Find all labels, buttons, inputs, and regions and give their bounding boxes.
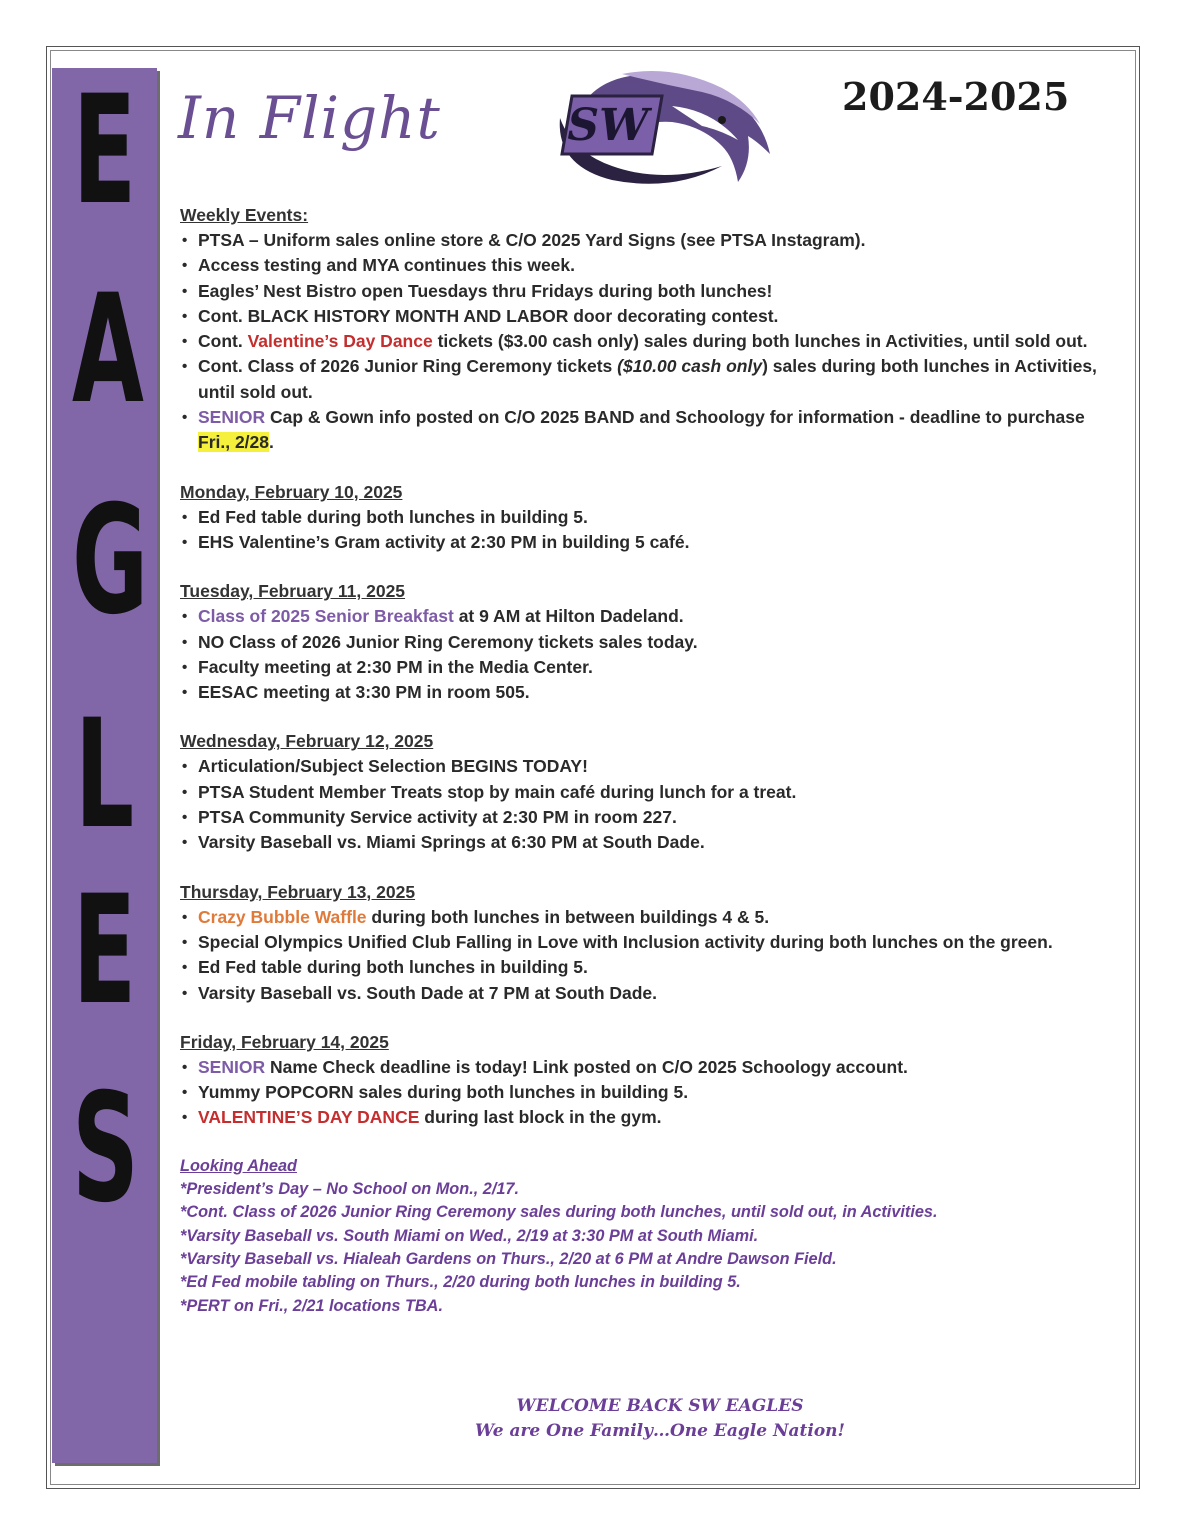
- newsletter-title: In Flight: [178, 84, 441, 152]
- day-events-list: [180, 754, 1110, 855]
- event-text: Cont. BLACK HISTORY MONTH AND LABOR door decorating contest.: [198, 305, 779, 326]
- event-text: NO Class of 2026 Junior Ring Ceremony tickets sales today.: [198, 631, 698, 652]
- event-text: Faculty meeting at 2:30 PM in the Media Center.: [198, 656, 593, 677]
- eagles-side-banner: [52, 64, 157, 1463]
- event-text: ) sales during both lunches in Activities, until sold out.: [198, 356, 1097, 402]
- day-section: [180, 480, 1110, 556]
- event-text: Articulation/Subject Selection BEGINS TODAY!: [198, 756, 588, 777]
- day-events-list: [180, 1055, 1110, 1131]
- side-letter: A: [71, 263, 144, 437]
- event-text: Crazy Bubble Waffle: [198, 906, 367, 927]
- day-section: [180, 729, 1110, 855]
- event-item: [180, 655, 1110, 680]
- event-item: [180, 228, 1110, 253]
- event-text: during last block in the gym.: [419, 1107, 662, 1128]
- event-text: Ed Fed table during both lunches in building 5.: [198, 957, 588, 978]
- event-item: [180, 981, 1110, 1006]
- event-text: Varsity Baseball vs. South Dade at 7 PM at South Dade.: [198, 982, 658, 1003]
- event-item: [180, 780, 1110, 805]
- event-item: [180, 304, 1110, 329]
- event-text: Access testing and MYA continues this week.: [198, 255, 576, 276]
- day-heading: Monday, February 10, 2025: [180, 481, 403, 502]
- event-text: Cap & Gown info posted on C/O 2025 BAND and Schoology for information - deadline to purchase: [265, 407, 1085, 428]
- event-item: [180, 329, 1110, 354]
- event-item: [180, 955, 1110, 980]
- weekly-events-list: [180, 228, 1110, 456]
- day-section: [180, 1030, 1110, 1131]
- event-item: [180, 530, 1110, 555]
- day-section: [180, 880, 1110, 1006]
- event-text: Special Olympics Unified Club Falling in Love with Inclusion activity during both lunches on the green.: [198, 931, 1053, 952]
- footer-welcome: WELCOME BACK SW EAGLES: [516, 1396, 804, 1416]
- looking-ahead-line: *Varsity Baseball vs. South Miami on Wed., 2/19 at 3:30 PM at South Miami.: [180, 1226, 759, 1245]
- event-item: [180, 805, 1110, 830]
- logo-text: SW: [567, 100, 649, 151]
- looking-ahead-line: *President’s Day – No School on Mon., 2/17.: [180, 1180, 519, 1199]
- section-heading: Weekly Events:: [180, 205, 309, 225]
- event-item: [180, 505, 1110, 530]
- event-text: Varsity Baseball vs. Miami Springs at 6:30 PM at South Dade.: [198, 832, 705, 853]
- looking-ahead-line: *Cont. Class of 2026 Junior Ring Ceremony sales during both lunches, until sold out, in Activities.: [180, 1203, 938, 1222]
- event-text: VALENTINE’S DAY DANCE: [198, 1107, 420, 1128]
- event-text: Cont.: [198, 331, 248, 352]
- event-text: Ed Fed table during both lunches in building 5.: [198, 506, 588, 527]
- event-item: [180, 1080, 1110, 1105]
- event-item: [180, 253, 1110, 278]
- event-text: SENIOR: [198, 1056, 266, 1077]
- day-events-list: [180, 505, 1110, 556]
- side-letter: L: [74, 688, 135, 862]
- looking-ahead-heading: Looking Ahead: [180, 1156, 297, 1175]
- event-text: ($10.00 cash only: [617, 356, 763, 377]
- event-item: [180, 354, 1110, 405]
- side-letter: E: [72, 864, 137, 1038]
- event-text: during both lunches in between buildings 4 & 5.: [366, 906, 770, 927]
- event-text: Name Check deadline is today! Link posted on C/O 2025 Schoology account.: [265, 1056, 908, 1077]
- event-item: [180, 405, 1110, 456]
- event-text: Fri., 2/28: [198, 432, 270, 453]
- side-letter: S: [71, 1062, 139, 1236]
- event-item: [180, 830, 1110, 855]
- event-item: [180, 279, 1110, 304]
- event-text: Eagles’ Nest Bistro open Tuesdays thru Fridays during both lunches!: [198, 280, 773, 301]
- day-events-list: [180, 905, 1110, 1006]
- event-item: [180, 1055, 1110, 1080]
- event-text: Cont. Class of 2026 Junior Ring Ceremony tickets: [198, 356, 618, 377]
- looking-ahead-section: [180, 1155, 1110, 1318]
- day-events-list: [180, 604, 1110, 705]
- event-text: PTSA Community Service activity at 2:30 PM in room 227.: [198, 807, 677, 828]
- day-heading: Tuesday, February 11, 2025: [180, 581, 406, 602]
- event-item: [180, 604, 1110, 629]
- looking-ahead-line: *PERT on Fri., 2/21 locations TBA.: [180, 1296, 443, 1315]
- event-text: tickets ($3.00 cash only) sales during both lunches in Activities, until sold out.: [432, 331, 1088, 352]
- event-text: Class of 2025 Senior Breakfast: [198, 606, 454, 627]
- event-text: at 9 AM at Hilton Dadeland.: [453, 606, 684, 627]
- event-text: EESAC meeting at 3:30 PM in room 505.: [198, 682, 530, 703]
- event-item: [180, 630, 1110, 655]
- event-text: PTSA Student Member Treats stop by main café during lunch for a treat.: [198, 781, 797, 802]
- day-heading: Wednesday, February 12, 2025: [180, 731, 434, 752]
- event-item: [180, 680, 1110, 705]
- day-heading: Thursday, February 13, 2025: [180, 881, 416, 902]
- weekly-events-section: [180, 203, 1110, 456]
- event-item: [180, 754, 1110, 779]
- event-text: .: [269, 432, 274, 453]
- sw-eagle-logo: [552, 66, 778, 190]
- footer-slogan: We are One Family…One Eagle Nation!: [475, 1421, 845, 1441]
- school-year: 2024-2025: [842, 74, 1070, 119]
- event-text: SENIOR: [198, 407, 266, 428]
- side-letter: G: [71, 474, 149, 648]
- event-item: [180, 930, 1110, 955]
- looking-ahead-line: *Varsity Baseball vs. Hialeah Gardens on Thurs., 2/20 at 6 PM at Andre Dawson Field.: [180, 1249, 837, 1268]
- day-section: [180, 579, 1110, 705]
- event-item: [180, 1105, 1110, 1130]
- day-heading: Friday, February 14, 2025: [180, 1031, 389, 1052]
- event-text: Valentine’s Day Dance: [247, 331, 433, 352]
- side-letter: E: [72, 64, 137, 238]
- event-text: PTSA – Uniform sales online store & C/O 2025 Yard Signs (see PTSA Instagram).: [198, 230, 866, 250]
- looking-ahead-line: *Ed Fed mobile tabling on Thurs., 2/20 during both lunches in building 5.: [180, 1273, 741, 1292]
- newsletter-content: [180, 203, 1110, 1318]
- event-text: EHS Valentine’s Gram activity at 2:30 PM in building 5 café.: [198, 531, 690, 552]
- event-text: Yummy POPCORN sales during both lunches in building 5.: [198, 1082, 689, 1103]
- event-item: [180, 905, 1110, 930]
